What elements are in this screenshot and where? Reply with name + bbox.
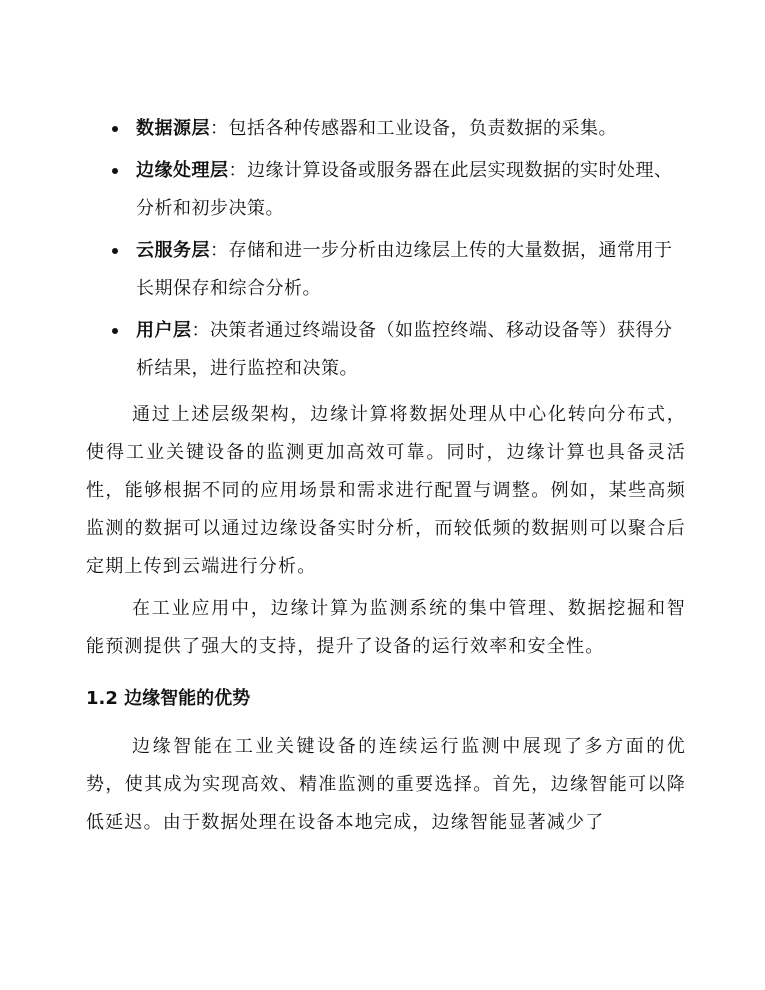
layer-description: 边缘计算设备或服务器在此层实现数据的实时处理、分析和初步决策。 <box>136 160 673 219</box>
list-item-edge-processing-layer <box>108 152 688 228</box>
list-item-cloud-service-layer <box>108 232 688 308</box>
layer-description: 包括各种传感器和工业设备，负责数据的采集。 <box>228 118 617 139</box>
layer-term: 数据源层 <box>136 118 210 139</box>
bullet-icon <box>112 248 118 254</box>
layer-term: 边缘处理层 <box>136 160 229 181</box>
list-item-user-layer <box>108 312 688 388</box>
layer-description: 决策者通过终端设备（如监控终端、移动设备等）获得分析结果，进行监控和决策。 <box>136 320 673 379</box>
bullet-icon <box>112 328 118 334</box>
term-separator: ： <box>228 160 247 181</box>
section-heading: 1.2 边缘智能的优势 <box>86 688 251 709</box>
term-separator: ： <box>191 320 210 341</box>
layer-description: 存储和进一步分析由边缘层上传的大量数据，通常用于长期保存和综合分析。 <box>136 240 673 299</box>
body-paragraph-architecture-summary: 通过上述层级架构，边缘计算将数据处理从中心化转向分布式，使得工业关键设备的监测更加高效可靠。同时，边缘计算也具备灵活性，能够根据不同的应用场景和需求进行配置与调整。例如，某些高频监测的数据可以通过边缘设备实时分析，而较低频的数据则可以聚合后定期上传到云端进行分析。 <box>86 404 686 577</box>
body-paragraph-edge-intelligence-advantages: 边缘智能在工业关键设备的连续运行监测中展现了多方面的优势，使其成为实现高效、精准监测的重要选择。首先，边缘智能可以降低延迟。由于数据处理在设备本地完成，边缘智能显著减少了 <box>86 736 686 833</box>
layer-term: 用户层 <box>136 320 192 341</box>
list-item-data-source-layer <box>108 110 688 148</box>
architecture-layer-list <box>108 110 688 392</box>
bullet-icon <box>112 126 118 132</box>
bullet-icon <box>112 168 118 174</box>
body-paragraph-industrial-application: 在工业应用中，边缘计算为监测系统的集中管理、数据挖掘和智能预测提供了强大的支持，提升了设备的运行效率和安全性。 <box>86 598 686 657</box>
layer-term: 云服务层 <box>136 240 210 261</box>
term-separator: ： <box>210 240 229 261</box>
term-separator: ： <box>210 118 229 139</box>
